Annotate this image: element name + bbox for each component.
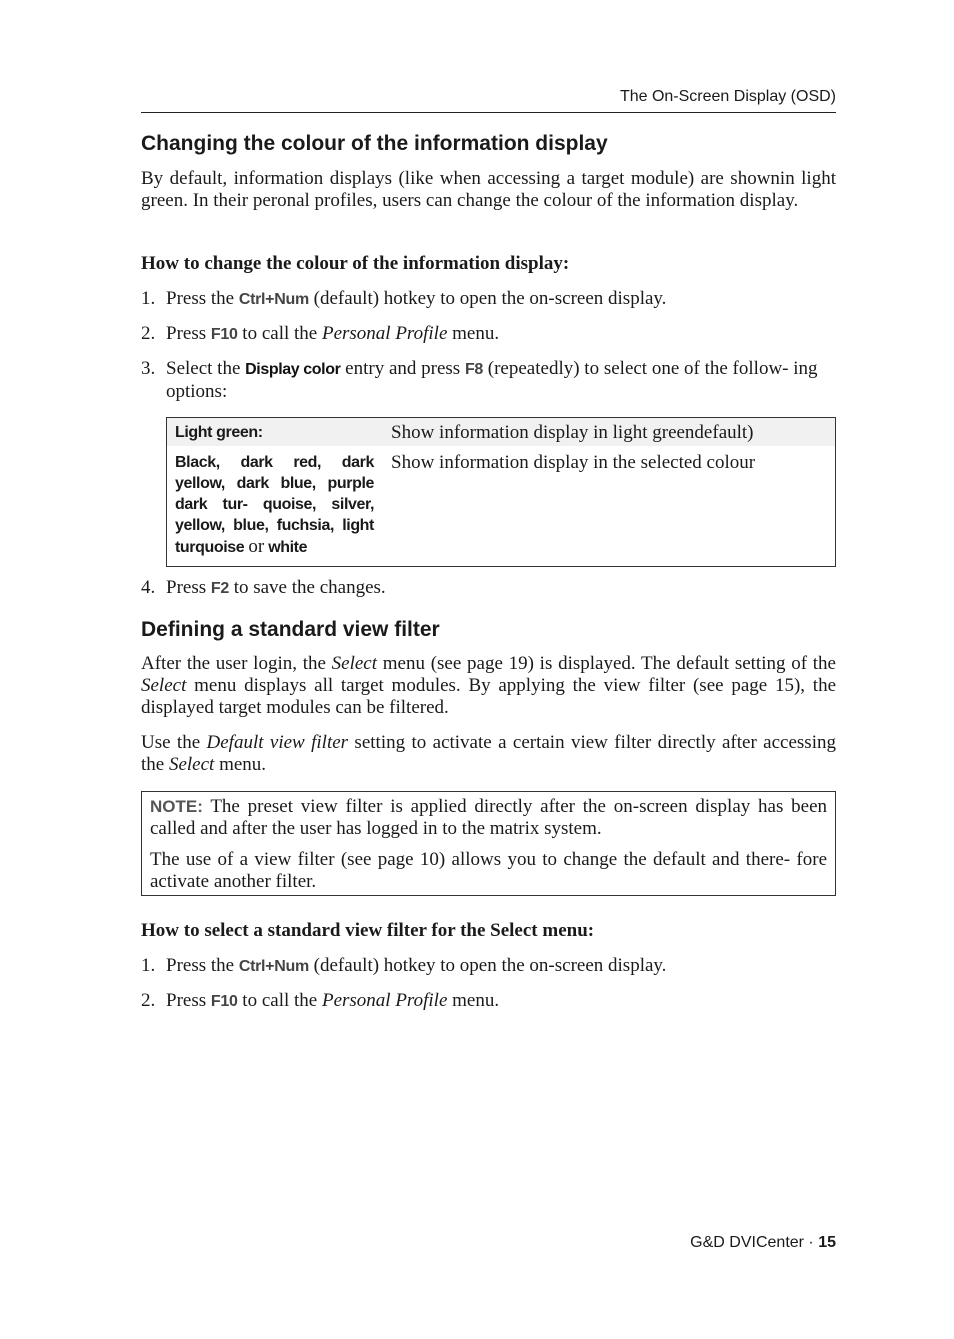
colour-options-table (166, 417, 836, 567)
step-number: 1. (141, 955, 156, 976)
note-label: NOTE: (150, 797, 203, 816)
view-filter-paragraph-1: After the user login, the Select menu (see page 19) is displayed. The default setting of the Select menu displays all target modules. By applying the view filter (see page 15), the displayed target modules can be filtered. (141, 653, 836, 718)
note-box (141, 791, 836, 896)
function-key-label: F10 (210, 993, 238, 1010)
step-number: 1. (141, 288, 156, 309)
running-header: The On-Screen Display (OSD) (619, 88, 836, 105)
table-row (167, 418, 836, 447)
step-number: 3. (141, 358, 156, 379)
option-label: Light green: (167, 418, 383, 447)
page-number: 15 (818, 1234, 836, 1251)
step-number: 4. (141, 577, 156, 598)
menu-name: Personal Profile (321, 323, 448, 344)
section-heading-colour: Changing the colour of the information display (141, 132, 608, 155)
function-key-label: F2 (210, 580, 229, 597)
section-heading-view-filter: Defining a standard view filter (141, 618, 440, 641)
intro-paragraph: By default, information displays (like when accessing a target module) are shownin light green. In their peronal profiles, users can change the colour of the information display. (141, 168, 836, 211)
page-footer (141, 1234, 836, 1252)
function-key-label: F8 (464, 361, 484, 378)
option-label: Black, dark red, dark yellow, dark blue, purple dark tur- quoise, silver, yellow, blue, fuchsia, light turquoise or white (175, 454, 374, 557)
option-description: Show information display in the selected colour (391, 452, 756, 473)
product-name: G&D DVICenter · (690, 1234, 819, 1251)
step-number: 2. (141, 323, 156, 344)
option-description: Show information display in light greendefault) (382, 418, 836, 447)
howto-heading-colour: How to change the colour of the information display: (141, 253, 570, 274)
hotkey-label: Ctrl+Num (238, 958, 309, 975)
note-paragraph-2: The use of a view filter (see page 10) allows you to change the default and there- fore activate another filter. (150, 849, 827, 892)
step-number: 2. (141, 990, 156, 1011)
note-paragraph-1: NOTE: The preset view filter is applied directly after the on-screen display has been called and after the user has logged in to the matrix system. (150, 796, 827, 839)
table-row (167, 446, 836, 567)
hotkey-label: Ctrl+Num (238, 291, 309, 308)
howto-heading-view-filter: How to select a standard view filter for the Select menu: (141, 920, 595, 941)
menu-name: Personal Profile (321, 990, 448, 1011)
header-rule (141, 112, 836, 113)
function-key-label: F10 (210, 326, 238, 343)
entry-name: Display color (245, 361, 341, 378)
view-filter-paragraph-2: Use the Default view filter setting to activate a certain view filter directly after accessing the Select menu. (141, 732, 836, 775)
